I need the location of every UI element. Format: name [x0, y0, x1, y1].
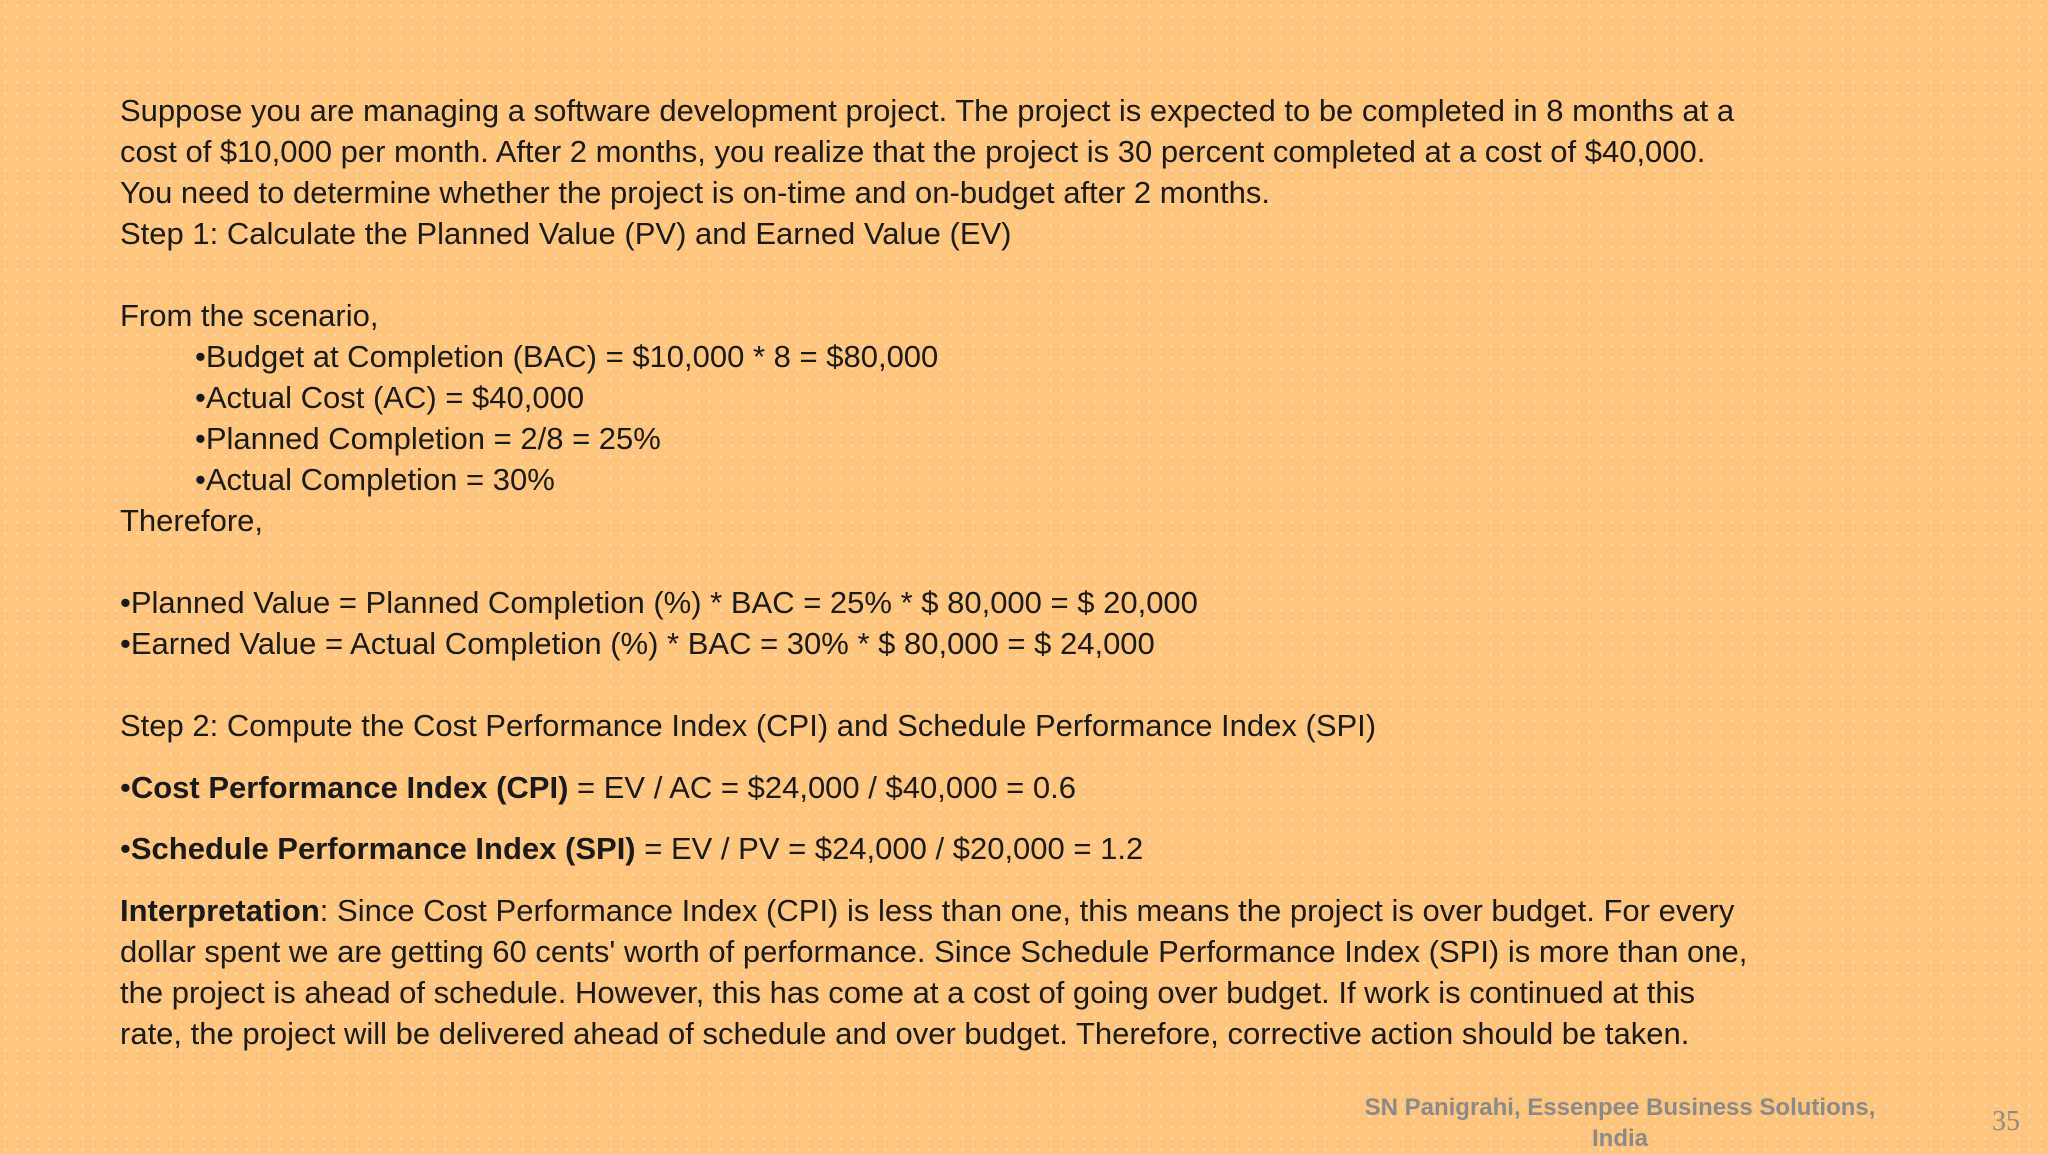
- scenario-bullet: •Actual Completion = 30%: [195, 462, 555, 497]
- spacer: [120, 869, 1940, 890]
- spi-label: Schedule Performance Index (SPI): [130, 831, 636, 866]
- intro-line: cost of $10,000 per month. After 2 months, you realize that the project is 30 percent completed at a cost of $40,000.: [120, 134, 1706, 169]
- spacer: [120, 541, 1940, 582]
- interpretation-text: dollar spent we are getting 60 cents' worth of performance. Since Schedule Performance Index (SPI) is more than one,: [120, 933, 1748, 969]
- interpretation-text: : Since Cost Performance Index (CPI) is less than one, this means the project is over budget. For every: [319, 892, 1735, 928]
- scenario-bullet: •Actual Cost (AC) = $40,000: [195, 380, 585, 415]
- spi-formula: = EV / PV = $24,000 / $20,000 = 1.2: [635, 831, 1144, 866]
- spacer: [120, 254, 1940, 295]
- footer-author-line: SN Panigrahi, Essenpee Business Solutions,: [1364, 1094, 1876, 1121]
- cpi-bullet: •: [120, 769, 131, 805]
- slide-body: [120, 90, 1940, 1054]
- spi-line: [120, 828, 1940, 869]
- spi-bullet: •: [120, 831, 131, 866]
- scenario-bullet: •Planned Completion = 2/8 = 25%: [195, 421, 661, 456]
- spacer: [120, 746, 1940, 767]
- planned-value-line: •Planned Value = Planned Completion (%) * BAC = 25% * $ 80,000 = $ 20,000: [120, 585, 1198, 620]
- interpretation-text: rate, the project will be delivered ahead of schedule and over budget. Therefore, corrective action should be taken.: [120, 1015, 1690, 1051]
- cpi-formula: = EV / AC = $24,000 / $40,000 = 0.6: [568, 769, 1076, 805]
- footer-author-line: India: [1591, 1125, 1648, 1152]
- interpretation-label: Interpretation: [120, 892, 320, 928]
- spacer: [120, 808, 1940, 829]
- interpretation-line: [120, 890, 1940, 931]
- spacer: [120, 664, 1940, 705]
- intro-line: You need to determine whether the project is on-time and on-budget after 2 months.: [120, 175, 1271, 210]
- cpi-label: Cost Performance Index (CPI): [130, 769, 569, 805]
- step2-heading: Step 2: Compute the Cost Performance Index (CPI) and Schedule Performance Index (SPI): [120, 708, 1377, 743]
- step1-heading: Step 1: Calculate the Planned Value (PV) and Earned Value (EV): [120, 216, 1012, 251]
- interpretation-text: the project is ahead of schedule. However, this has come at a cost of going over budget. If work is continued at this: [120, 974, 1696, 1010]
- intro-line: Suppose you are managing a software development project. The project is expected to be completed in 8 months at a: [120, 93, 1735, 128]
- cpi-line: [120, 767, 1940, 808]
- scenario-intro: From the scenario,: [120, 298, 379, 333]
- therefore-text: Therefore,: [120, 503, 264, 538]
- scenario-bullet: •Budget at Completion (BAC) = $10,000 * 8 = $80,000: [195, 339, 939, 374]
- earned-value-line: •Earned Value = Actual Completion (%) * BAC = 30% * $ 80,000 = $ 24,000: [120, 626, 1155, 661]
- page-number: 35: [1992, 1106, 2020, 1137]
- footer-author: [1290, 1092, 1950, 1154]
